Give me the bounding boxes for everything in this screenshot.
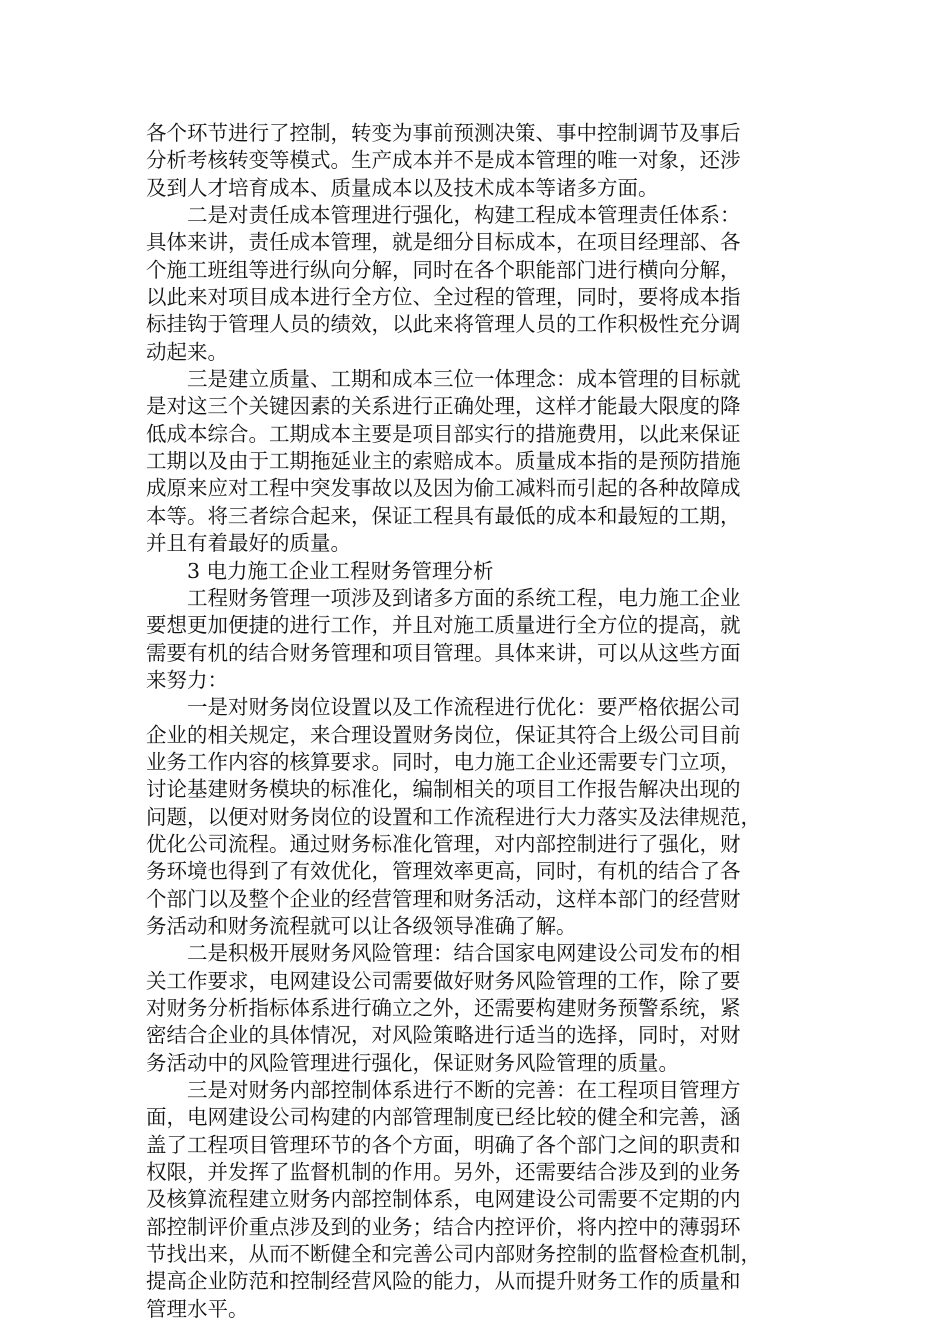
text-line: 工程财务管理一项涉及到诸多方面的系统工程，电力施工企业: [187, 585, 741, 610]
text-line: 务环境也得到了有效优化，管理效率更高，同时，有机的结合了各: [146, 859, 741, 884]
text-line: 具体来讲，责任成本管理，就是细分目标成本，在项目经理部、各: [146, 230, 741, 255]
document-body: [146, 120, 810, 1323]
text-line: 优化公司流程。通过财务标准化管理，对内部控制进行了强化，财: [146, 831, 741, 856]
text-line: 务活动中的风险管理进行强化，保证财务风险管理的质量。: [146, 1050, 679, 1075]
paragraph: [146, 585, 810, 694]
text-line: 对财务分析指标体系进行确立之外，还需要构建财务预警系统，紧: [146, 996, 741, 1020]
text-line: 本等。将三者综合起来，保证工程具有最低的成本和最短的工期，: [146, 503, 741, 528]
text-line: 分析考核转变等模式。生产成本并不是成本管理的唯一对象，还涉: [146, 148, 741, 173]
text-line: 低成本综合。工期成本主要是项目部实行的措施费用，以此来保证: [146, 421, 741, 446]
text-line: 盖了工程项目管理环节的各个方面，明确了各个部门之间的职责和: [146, 1132, 741, 1157]
text-line: 部控制评价重点涉及到的业务；结合内控评价，将内控中的薄弱环: [146, 1214, 741, 1239]
text-line: 要想更加便捷的进行工作，并且对施工质量进行全方位的提高，就: [146, 613, 741, 638]
text-line: 节找出来，从而不断健全和完善公司内部财务控制的监督检查机制，: [146, 1242, 761, 1267]
text-line: 务活动和财务流程就可以让各级领导准确了解。: [146, 913, 577, 938]
text-line: 动起来。: [146, 339, 228, 364]
text-line: 是对这三个关键因素的关系进行正确处理，这样才能最大限度的降: [146, 394, 741, 419]
text-line: 三是对财务内部控制体系进行不断的完善：在工程项目管理方: [187, 1078, 741, 1103]
text-line: 来努力：: [146, 667, 228, 692]
text-line: 管理水平。: [146, 1296, 249, 1321]
paragraph: [146, 558, 810, 585]
text-line: 并且有着最好的质量。: [146, 531, 351, 556]
text-line: 需要有机的结合财务管理和项目管理。具体来讲，可以从这些方面: [146, 640, 741, 665]
text-line: 关工作要求，电网建设公司需要做好财务风险管理的工作，除了要: [146, 968, 741, 993]
text-line: 二是对责任成本管理进行强化，构建工程成本管理责任体系：: [187, 203, 741, 228]
paragraph: [146, 694, 810, 940]
text-line: 工期以及由于工期拖延业主的索赔成本。质量成本指的是预防措施: [146, 449, 741, 474]
text-line: 企业的相关规定，来合理设置财务岗位，保证其符合上级公司目前: [146, 722, 741, 747]
text-line: 及到人才培育成本、质量成本以及技术成本等诸多方面。: [146, 175, 659, 200]
paragraph: [146, 366, 810, 557]
text-line: 及核算流程建立财务内部控制体系，电网建设公司需要不定期的内: [146, 1187, 741, 1212]
text-line: 一是对财务岗位设置以及工作流程进行优化：要严格依据公司: [187, 695, 741, 720]
text-line: 密结合企业的具体情况，对风险策略进行适当的选择，同时，对财: [146, 1023, 741, 1048]
paragraph: [146, 940, 810, 1077]
text-line: 面，电网建设公司构建的内部管理制度已经比较的健全和完善，涵: [146, 1105, 741, 1130]
text-line: 个部门以及整个企业的经营管理和财务活动，这样本部门的经营财: [146, 886, 741, 911]
text-line: 个施工班组等进行纵向分解，同时在各个职能部门进行横向分解，: [146, 257, 741, 282]
text-line: 标挂钩于管理人员的绩效，以此来将管理人员的工作积极性充分调: [146, 312, 741, 337]
text-line: 讨论基建财务模块的标准化，编制相关的项目工作报告解决出现的: [146, 777, 741, 802]
text-line: 二是积极开展财务风险管理：结合国家电网建设公司发布的相: [187, 941, 741, 966]
text-line: 权限，并发挥了监督机制的作用。另外，还需要结合涉及到的业务: [146, 1160, 741, 1185]
text-line: 各个环节进行了控制，转变为事前预测决策、事中控制调节及事后: [146, 121, 741, 145]
text-line: 问题，以便对财务岗位的设置和工作流程进行大力落实及法律规范，: [146, 804, 761, 829]
text-line: 以此来对项目成本进行全方位、全过程的管理，同时，要将成本指: [146, 285, 741, 310]
paragraph: [146, 1077, 810, 1323]
paragraph: [146, 120, 810, 202]
text-line: 业务工作内容的核算要求。同时，电力施工企业还需要专门立项，: [146, 749, 741, 774]
text-line: 3 电力施工企业工程财务管理分析: [187, 558, 494, 583]
text-line: 三是建立质量、工期和成本三位一体理念：成本管理的目标就: [187, 367, 741, 392]
paragraph: [146, 202, 810, 366]
text-line: 提高企业防范和控制经营风险的能力，从而提升财务工作的质量和: [146, 1269, 741, 1294]
text-line: 成原来应对工程中突发事故以及因为偷工减料而引起的各种故障成: [146, 476, 741, 501]
